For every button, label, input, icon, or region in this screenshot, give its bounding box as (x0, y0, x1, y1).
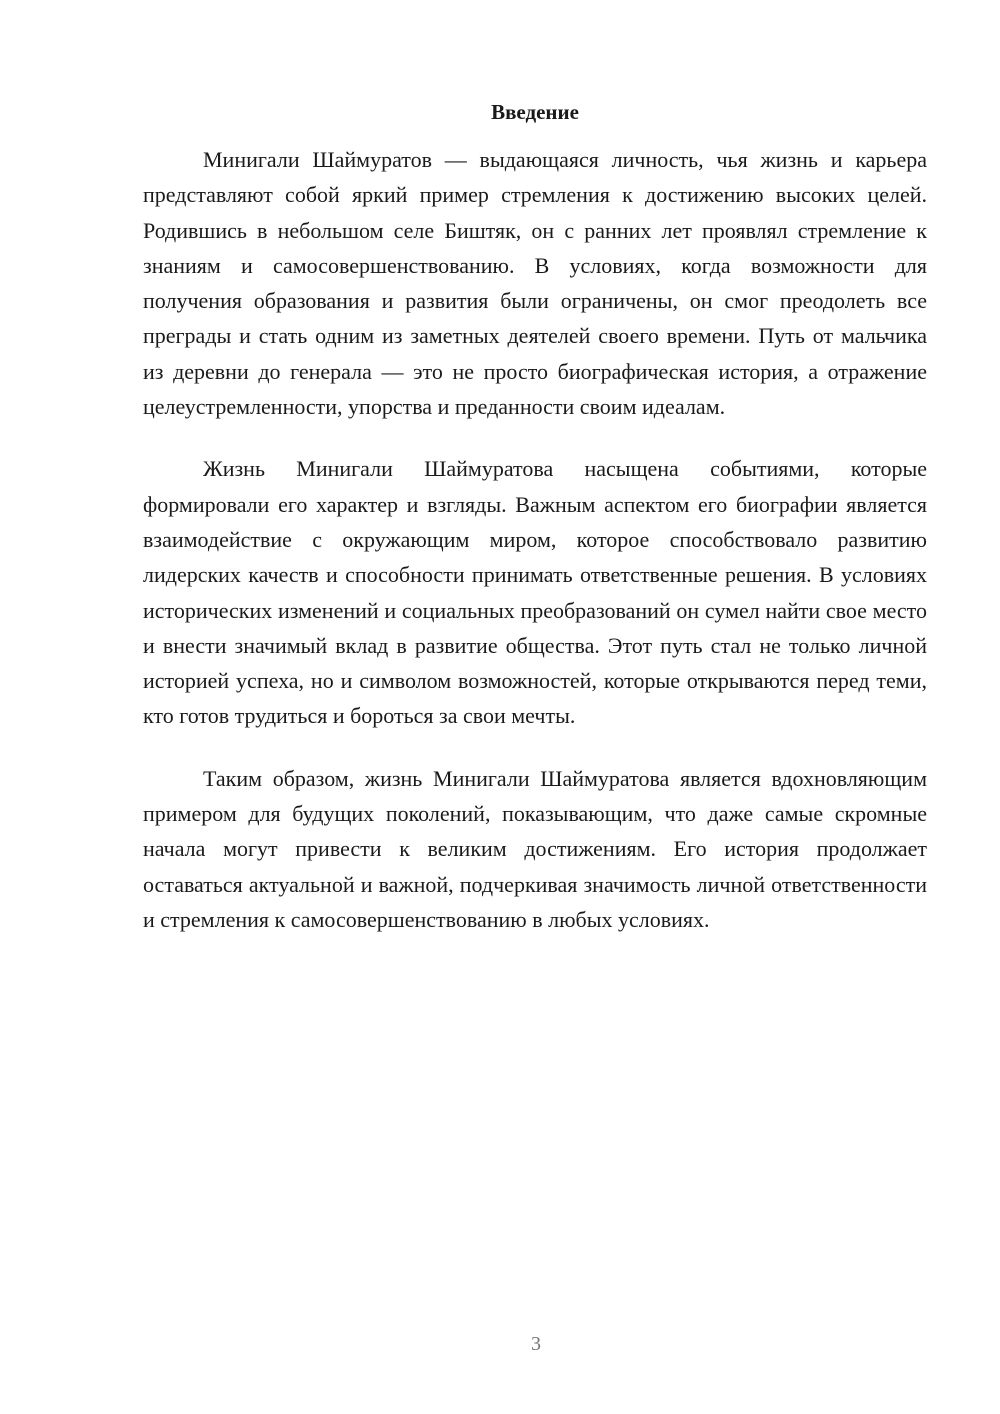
page-title: Введение (491, 100, 579, 124)
page-number: 3 (531, 1333, 541, 1355)
paragraph-1: Минигали Шаймуратов — выдающаяся личность, чья жизнь и карьера представляют собой яркий пример стремления к достижению высоких целей. Родившись в небольшом селе Биштяк, он с ранних лет проявлял стремление к знаниям и самосовершенствованию. В условиях, когда возможности для получения образования и развития были ограничены, он смог преодолеть все преграды и стать одним из заметных деятелей своего времени. Путь от мальчика из деревни до генерала — это не просто биографическая история, а отражение целеустремленности, упорства и преданности своим идеалам. (143, 147, 927, 420)
paragraph-3: Таким образом, жизнь Минигали Шаймуратова является вдохновляющим примером для будущих поколений, показывающим, что даже самые скромные начала могут привести к великим достижениям. Его история продолжает оставаться актуальной и важной, подчеркивая значимость личной ответственности и стремления к самосовершенствованию в любых условиях. (143, 765, 927, 932)
body-text (143, 142, 927, 964)
paragraph-2: Жизнь Минигали Шаймуратова насыщена событиями, которые формировали его характер и взгляды. Важным аспектом его биографии является взаимодействие с окружающим миром, которое способствовало развитию лидерских качеств и способности принимать ответственные решения. В условиях исторических изменений и социальных преобразований он сумел найти свое место и внести значимый вклад в развитие общества. Этот путь стал не только личной историей успеха, но и символом возможностей, которые открываются перед теми, кто готов трудиться и бороться за свои мечты. (143, 456, 927, 729)
